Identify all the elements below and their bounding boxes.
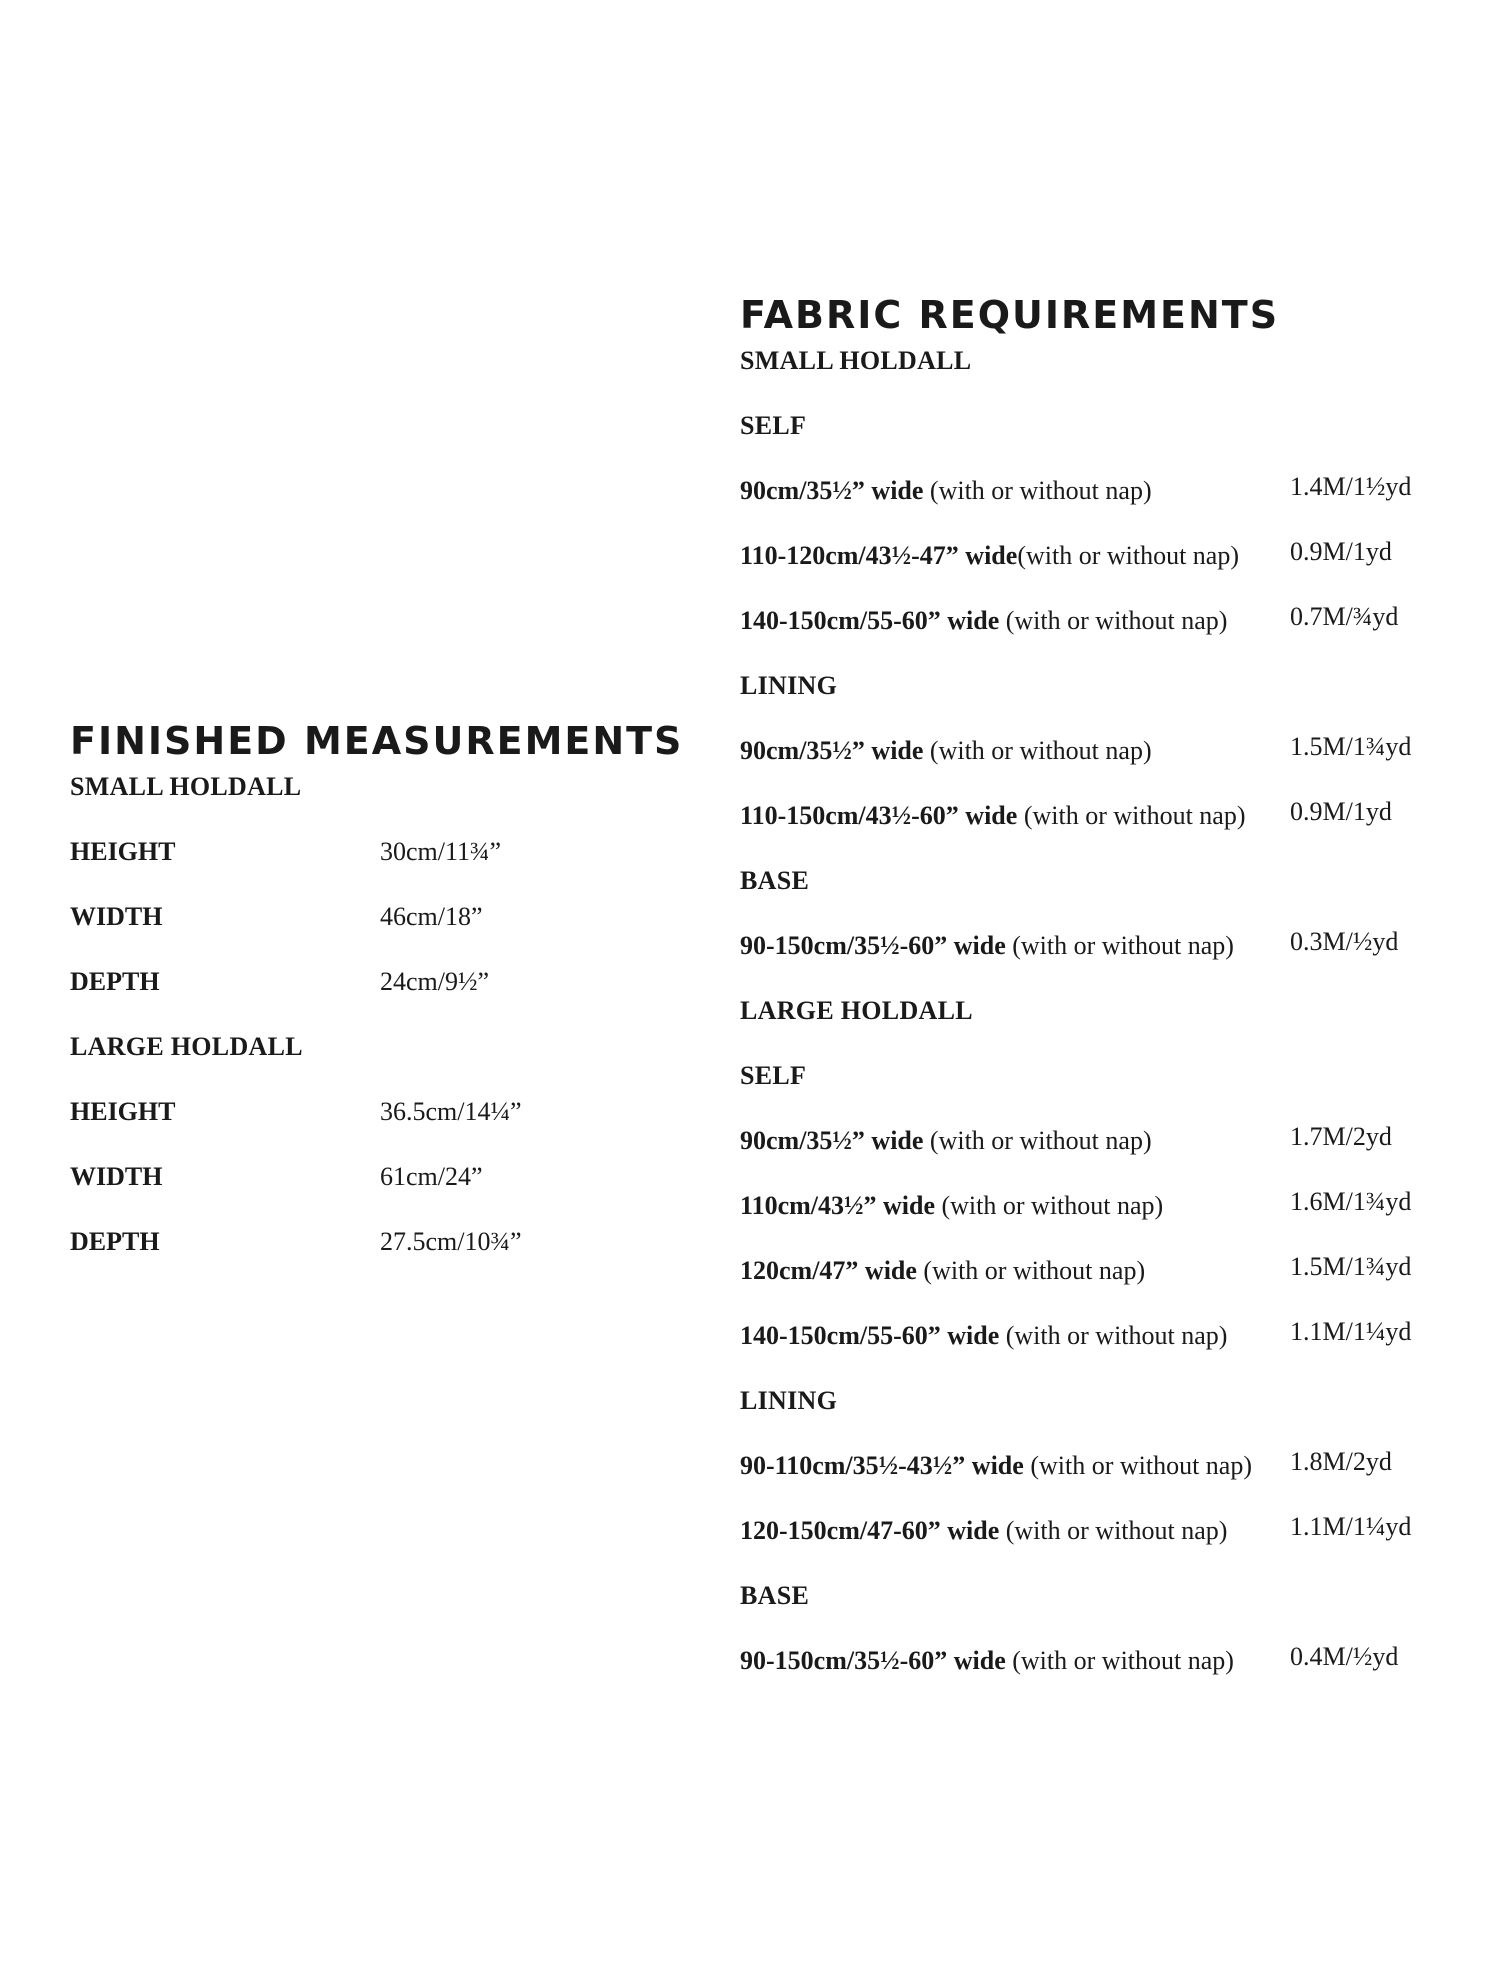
fabric-width — [740, 931, 1290, 961]
measurement-label: HEIGHT — [70, 837, 176, 866]
fabric-width — [740, 1321, 1290, 1351]
large-base-subheading: BASE — [740, 1581, 810, 1610]
measurement-label: WIDTH — [70, 902, 163, 931]
measurement-value: 36.5cm/14¼” — [380, 1097, 522, 1126]
fabric-nap-note: (with or without nap) — [923, 1126, 1152, 1155]
fabric-width — [740, 476, 1290, 506]
fabric-width — [740, 1191, 1290, 1221]
small-self-subheading: SELF — [740, 411, 807, 440]
fabric-width-value: 110-150cm/43½-60” wide — [740, 801, 1018, 830]
fabric-amount: 1.7M/2yd — [1290, 1122, 1392, 1151]
fabric-width-value: 90cm/35½” wide — [740, 1126, 924, 1155]
fabric-nap-note: (with or without nap) — [935, 1191, 1164, 1220]
fabric-row — [740, 896, 1480, 961]
fabric-width-value: 90-150cm/35½-60” wide — [740, 931, 1006, 960]
fabric-width — [740, 1516, 1290, 1546]
measurement-value: 30cm/11¾” — [380, 837, 502, 866]
measurement-label: DEPTH — [70, 967, 160, 996]
fabric-width-value: 120cm/47” wide — [740, 1256, 917, 1285]
measurement-label: DEPTH — [70, 1227, 160, 1256]
fabric-width — [740, 1256, 1290, 1286]
fabric-row — [740, 1286, 1480, 1351]
measurement-row-small-height — [70, 802, 710, 867]
measurement-value: 24cm/9½” — [380, 967, 490, 996]
measurement-row-large-width — [70, 1127, 710, 1192]
fabric-amount: 0.3M/½yd — [1290, 927, 1399, 956]
large-holdall-subheading: LARGE HOLDALL — [70, 1032, 303, 1061]
fabric-width-value: 120-150cm/47-60” wide — [740, 1516, 1000, 1545]
small-base-subheading: BASE — [740, 866, 810, 895]
fabric-nap-note: (with or without nap) — [923, 736, 1152, 765]
fabric-amount: 1.8M/2yd — [1290, 1447, 1392, 1476]
large-holdall-subheading: LARGE HOLDALL — [740, 996, 973, 1025]
fabric-width-value: 110cm/43½” wide — [740, 1191, 935, 1220]
fabric-amount: 0.4M/½yd — [1290, 1642, 1399, 1671]
fabric-width — [740, 801, 1290, 831]
fabric-row — [740, 1221, 1480, 1286]
measurement-row-small-depth — [70, 932, 710, 997]
large-lining-subheading: LINING — [740, 1386, 838, 1415]
fabric-width — [740, 541, 1290, 571]
fabric-amount: 1.5M/1¾yd — [1290, 1252, 1412, 1281]
measurement-value: 46cm/18” — [380, 902, 483, 931]
measurement-row-small-width — [70, 867, 710, 932]
fabric-amount: 1.5M/1¾yd — [1290, 732, 1412, 761]
small-lining-subheading: LINING — [740, 671, 838, 700]
fabric-row — [740, 1481, 1480, 1546]
fabric-nap-note: (with or without nap) — [1023, 1451, 1252, 1480]
fabric-row — [740, 1611, 1480, 1676]
measurement-label: WIDTH — [70, 1162, 163, 1191]
fabric-row — [740, 766, 1480, 831]
fabric-width-value: 140-150cm/55-60” wide — [740, 606, 1000, 635]
fabric-width — [740, 606, 1290, 636]
fabric-nap-note: (with or without nap) — [1005, 931, 1234, 960]
fabric-nap-note: (with or without nap) — [1017, 801, 1246, 830]
fabric-row — [740, 506, 1480, 571]
fabric-row — [740, 1416, 1480, 1481]
fabric-requirements-title: FABRIC REQUIREMENTS — [740, 293, 1280, 337]
fabric-amount: 1.6M/1¾yd — [1290, 1187, 1412, 1216]
fabric-width — [740, 1451, 1290, 1481]
fabric-requirements-section — [740, 292, 1480, 1676]
fabric-nap-note: (with or without nap) — [999, 1516, 1228, 1545]
fabric-amount: 1.1M/1¼yd — [1290, 1317, 1412, 1346]
fabric-width-value: 90-110cm/35½-43½” wide — [740, 1451, 1024, 1480]
fabric-amount: 1.1M/1¼yd — [1290, 1512, 1412, 1541]
fabric-width-value: 90cm/35½” wide — [740, 736, 924, 765]
fabric-width — [740, 736, 1290, 766]
fabric-width — [740, 1126, 1290, 1156]
measurement-value: 27.5cm/10¾” — [380, 1227, 522, 1256]
fabric-nap-note: (with or without nap) — [1005, 1646, 1234, 1675]
fabric-row — [740, 1091, 1480, 1156]
finished-measurements-title: FINISHED MEASUREMENTS — [70, 719, 684, 763]
fabric-width-value: 110-120cm/43½-47” wide — [740, 541, 1018, 570]
fabric-width-value: 140-150cm/55-60” wide — [740, 1321, 1000, 1350]
measurement-row-large-depth — [70, 1192, 710, 1257]
fabric-amount: 0.9M/1yd — [1290, 537, 1392, 566]
fabric-width-value: 90cm/35½” wide — [740, 476, 924, 505]
fabric-nap-note: (with or without nap) — [999, 606, 1228, 635]
measurement-value: 61cm/24” — [380, 1162, 483, 1191]
fabric-nap-note: (with or without nap) — [999, 1321, 1228, 1350]
fabric-amount: 0.9M/1yd — [1290, 797, 1392, 826]
finished-measurements-section — [70, 718, 710, 1257]
fabric-nap-note: (with or without nap) — [1017, 541, 1239, 570]
fabric-width — [740, 1646, 1290, 1676]
measurement-row-large-height — [70, 1062, 710, 1127]
fabric-row — [740, 701, 1480, 766]
small-holdall-subheading: SMALL HOLDALL — [740, 346, 972, 375]
fabric-amount: 0.7M/¾yd — [1290, 602, 1399, 631]
measurement-label: HEIGHT — [70, 1097, 176, 1126]
fabric-nap-note: (with or without nap) — [916, 1256, 1146, 1285]
fabric-row — [740, 1156, 1480, 1221]
fabric-nap-note: (with or without nap) — [923, 476, 1152, 505]
large-self-subheading: SELF — [740, 1061, 807, 1090]
fabric-width-value: 90-150cm/35½-60” wide — [740, 1646, 1006, 1675]
fabric-row — [740, 571, 1480, 636]
fabric-row — [740, 441, 1480, 506]
small-holdall-subheading: SMALL HOLDALL — [70, 772, 302, 801]
fabric-amount: 1.4M/1½yd — [1290, 472, 1412, 501]
